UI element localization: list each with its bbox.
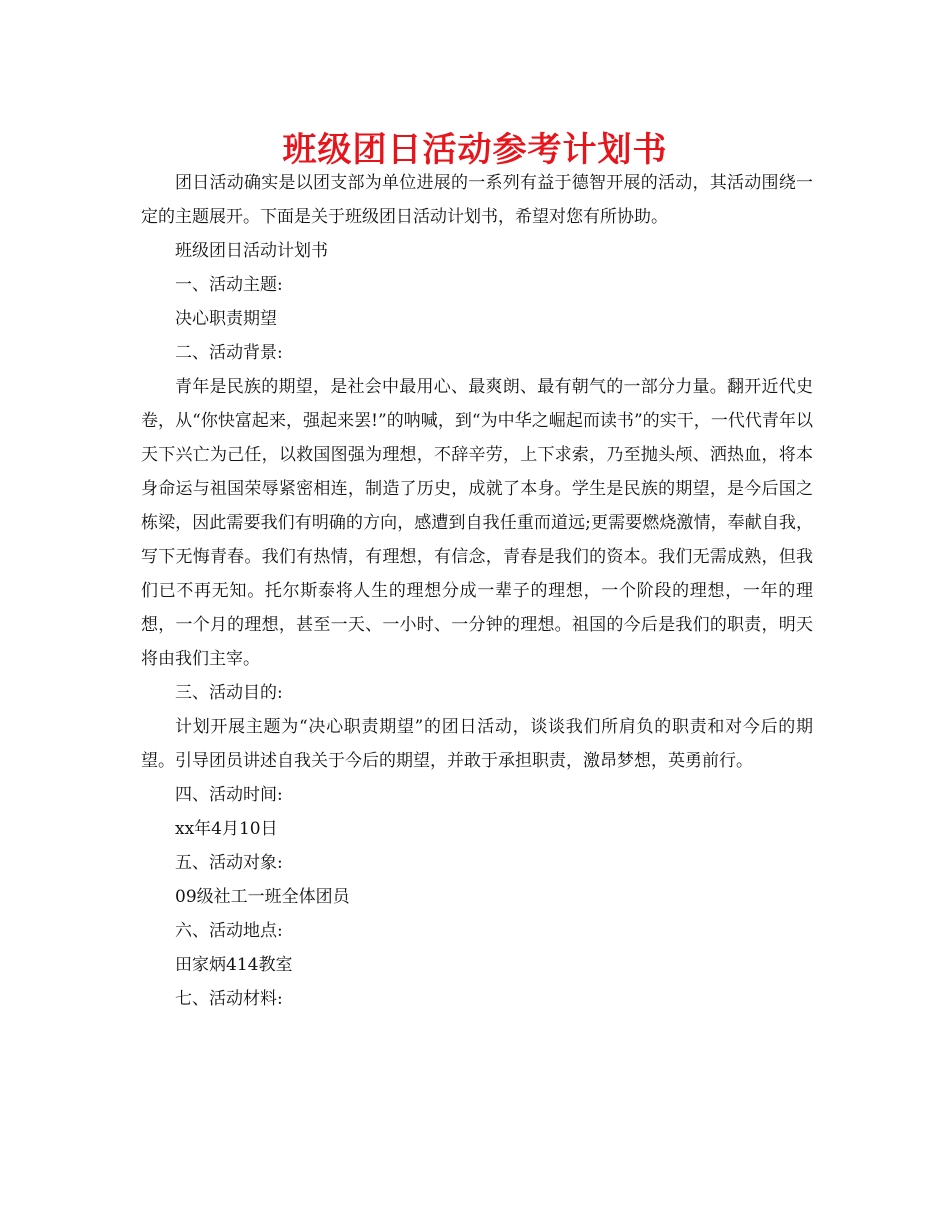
section-heading-background: 二、活动背景:	[175, 343, 283, 363]
subtitle-line: 班级团日活动计划书	[175, 241, 328, 261]
location-text: 田家炳414教室	[175, 955, 293, 975]
document-body	[141, 166, 813, 1016]
section-heading-theme: 一、活动主题:	[175, 275, 283, 295]
section-heading-audience: 五、活动对象:	[175, 853, 283, 873]
time-text: xx年4月10日	[175, 819, 278, 839]
intro-paragraph: 团日活动确实是以团支部为单位进展的一系列有益于德智开展的活动，其活动围绕一定的主题展开。下面是关于班级团日活动计划书，希望对您有所协助。	[141, 173, 813, 227]
purpose-paragraph: 计划开展主题为“决心职责期望”的团日活动，谈谈我们所肩负的职责和对今后的期望。引导团员讲述自我关于今后的期望，并敢于承担职责，激昂梦想，英勇前行。	[141, 717, 813, 771]
section-heading-location: 六、活动地点:	[175, 921, 283, 941]
section-heading-purpose: 三、活动目的:	[175, 683, 283, 703]
document-title: 班级团日活动参考计划书	[282, 130, 668, 170]
theme-text: 决心职责期望	[175, 309, 277, 329]
background-paragraph: 青年是民族的期望，是社会中最用心、最爽朗、最有朝气的一部分力量。翻开近代史卷，从“你快富起来，强起来罢!”的呐喊，到“为中华之崛起而读书”的实干，一代代青年以天下兴亡为己任，以救国图强为理想，不辞辛劳，上下求索，乃至抛头颅、洒热血，将本身命运与祖国荣辱紧密相连，制造了历史，成就了本身。学生是民族的期望，是今后国之栋梁，因此需要我们有明确的方向，感遭到自我任重而道远;更需要燃烧激情，奉献自我，写下无悔青春。我们有热情，有理想，有信念，青春是我们的资本。我们无需成熟，但我们已不再无知。托尔斯泰将人生的理想分成一辈子的理想，一个阶段的理想，一年的理想，一个月的理想，甚至一天、一小时、一分钟的理想。祖国的今后是我们的职责，明天将由我们主宰。	[141, 377, 813, 669]
section-heading-materials: 七、活动材料:	[175, 989, 283, 1009]
section-heading-time: 四、活动时间:	[175, 785, 283, 805]
audience-text: 09级社工一班全体团员	[175, 887, 350, 907]
